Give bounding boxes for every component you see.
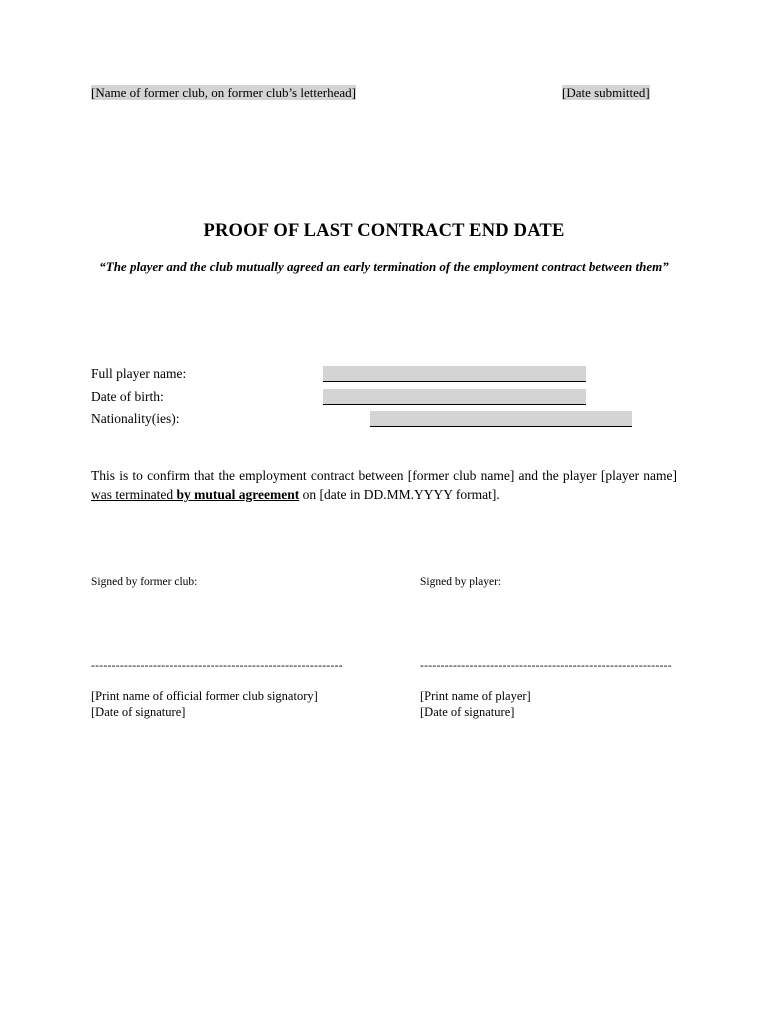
page-subtitle: “The player and the club mutually agreed an early termination of the employment contract between them” (99, 259, 669, 274)
paragraph-emphasis-text: by mutual agreement (176, 487, 300, 502)
signed-by-club-heading: Signed by former club: (91, 576, 198, 588)
nationality-label: Nationality(ies): (91, 411, 180, 426)
signed-by-player-heading: Signed by player: (420, 576, 502, 588)
date-submitted-placeholder: [Date submitted] (562, 85, 650, 100)
club-date-of-signature: [Date of signature] (91, 705, 186, 719)
confirmation-paragraph (91, 466, 677, 504)
player-date-of-signature: [Date of signature] (420, 705, 515, 719)
date-of-birth-field[interactable] (323, 389, 586, 405)
player-signatory-block (420, 688, 531, 720)
club-signatory-block (91, 688, 318, 720)
paragraph-end-text: on [date in DD.MM.YYYY format]. (299, 487, 500, 502)
paragraph-text: This is to confirm that the employment contract between [former club name] and the player [player name] (91, 468, 677, 483)
nationality-field[interactable] (370, 411, 632, 427)
full-player-name-label: Full player name: (91, 366, 187, 381)
former-club-placeholder: [Name of former club, on former club’s letterhead] (91, 85, 356, 100)
club-signature-line[interactable]: ------------------------------------------------------------- (91, 660, 343, 672)
page-title: PROOF OF LAST CONTRACT END DATE (203, 221, 565, 241)
player-signature-line[interactable]: ------------------------------------------------------------- (420, 660, 672, 672)
full-player-name-field[interactable] (323, 366, 586, 382)
date-of-birth-label: Date of birth: (91, 389, 164, 404)
paragraph-underlined-text: was terminated (91, 487, 177, 502)
player-print-name: [Print name of player] (420, 689, 531, 703)
club-print-name: [Print name of official former club signatory] (91, 689, 318, 703)
